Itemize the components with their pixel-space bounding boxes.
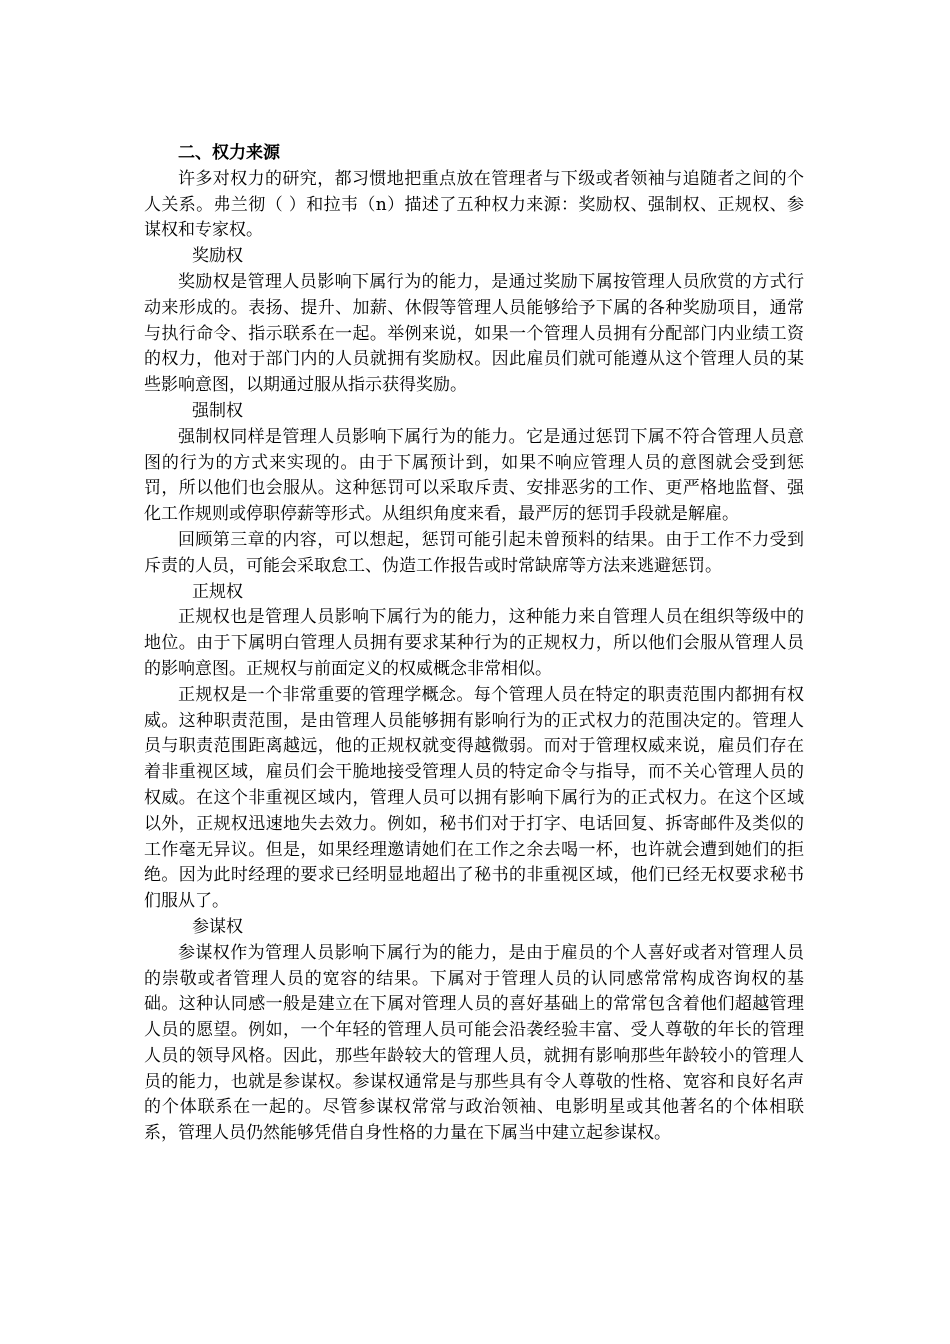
paragraph-coercive-power: 强制权同样是管理人员影响下属行为的能力。它是通过惩罚下属不符合管理人员意图的行为的方式来实现的。由于下属预计到，如果不响应管理人员的意图就会受到惩罚，所以他们也会服从。这种惩罚可以采取斥责、安排恶劣的工作、更严格地监督、强化工作规则或停职停薪等形式。从组织角度来看，最严厉的惩罚手段就是解雇。 bbox=[144, 426, 804, 525]
subheading-legitimate-power: 正规权 bbox=[192, 581, 243, 602]
subheading-coercive-power: 强制权 bbox=[192, 400, 243, 421]
paragraph-reward-power: 奖励权是管理人员影响下属行为的能力，是通过奖励下属按管理人员欣赏的方式行动来形成的。表扬、提升、加薪、休假等管理人员能够给予下属的各种奖励项目，通常与执行命令、指示联系在一起。举例来说，如果一个管理人员拥有分配部门内业绩工资的权力，他对于部门内的人员就拥有奖励权。因此雇员们就可能遵从这个管理人员的某些影响意图，以期通过服从指示获得奖励。 bbox=[144, 271, 804, 396]
document-body bbox=[144, 141, 804, 1147]
paragraph-referent-power: 参谋权作为管理人员影响下属行为的能力，是由于雇员的个人喜好或者对管理人员的崇敬或者管理人员的宽容的结果。下属对于管理人员的认同感常常构成咨询权的基础。这种认同感一般是建立在下属对管理人员的喜好基础上的常常包含着他们超越管理人员的愿望。例如，一个年轻的管理人员可能会沿袭经验丰富、受人尊敬的年长的管理人员的领导风格。因此，那些年龄较大的管理人员，就拥有影响那些年龄较小的管理人员的能力，也就是参谋权。参谋权通常是与那些具有令人尊敬的性格、宽容和良好名声的个体联系在一起的。尽管参谋权常常与政治领袖、电影明星或其他著名的个体相联系，管理人员仍然能够凭借自身性格的力量在下属当中建立起参谋权。 bbox=[144, 942, 804, 1144]
paragraph-coercive-power-2: 回顾第三章的内容，可以想起，惩罚可能引起未曾预料的结果。由于工作不力受到斥责的人员，可能会采取怠工、伪造工作报告或时常缺席等方法来逃避惩罚。 bbox=[144, 529, 804, 576]
paragraph-intro: 许多对权力的研究，都习惯地把重点放在管理者与下级或者领袖与追随者之间的个人关系。弗兰彻（ ）和拉韦（n）描述了五种权力来源：奖励权、强制权、正规权、参谋权和专家权。 bbox=[144, 168, 804, 241]
subheading-referent-power: 参谋权 bbox=[192, 916, 243, 937]
section-title: 二、权力来源 bbox=[178, 143, 280, 163]
paragraph-legitimate-power-2: 正规权是一个非常重要的管理学概念。每个管理人员在特定的职责范围内都拥有权威。这种职责范围，是由管理人员能够拥有影响行为的正式权力的范围决定的。管理人员与职责范围距离越远，他的正规权就变得越微弱。而对于管理权威来说，雇员们存在着非重视区域，雇员们会干脆地接受管理人员的特定命令与指导，而不关心管理人员的权威。在这个非重视区域内，管理人员可以拥有影响下属行为的正式权力。在这个区域以外，正规权迅速地失去效力。例如，秘书们对于打字、电话回复、拆寄邮件及类似的工作毫无异议。但是，如果经理邀请她们在工作之余去喝一杯，也许就会遭到她们的拒绝。因为此时经理的要求已经明显地超出了秘书的非重视区域，他们已经无权要求秘书们服从了。 bbox=[144, 684, 804, 912]
subheading-reward-power: 奖励权 bbox=[192, 246, 243, 267]
paragraph-legitimate-power: 正规权也是管理人员影响下属行为的能力，这种能力来自管理人员在组织等级中的地位。由于下属明白管理人员拥有要求某种行为的正规权力，所以他们会服从管理人员的影响意图。正规权与前面定义的权威概念非常相似。 bbox=[144, 607, 804, 679]
